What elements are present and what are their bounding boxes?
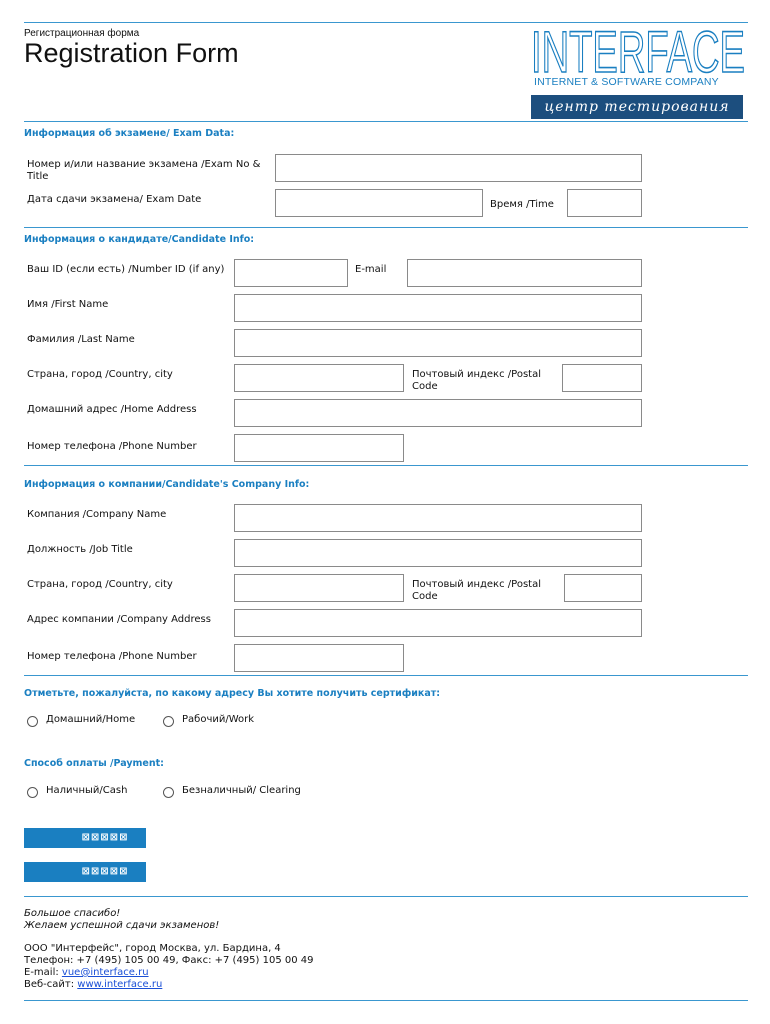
footer-phone: Телефон: +7 (495) 105 00 49, Факс: +7 (495) 105 00 49 xyxy=(24,955,314,966)
radio-cash-label: Наличный/Cash xyxy=(46,785,128,796)
website-link[interactable]: www.interface.ru xyxy=(77,979,163,990)
bottom-divider xyxy=(24,1000,748,1001)
section-heading-company: Информация о компании/Candidate's Company Info: xyxy=(24,479,310,490)
submit-button[interactable] xyxy=(24,828,146,848)
divider xyxy=(24,896,748,897)
radio-work[interactable] xyxy=(163,716,174,727)
page-title: Registration Form xyxy=(24,38,239,68)
candidate-country-input[interactable] xyxy=(234,364,404,392)
home-address-input[interactable] xyxy=(234,399,642,427)
company-name-label: Компания /Company Name xyxy=(27,509,167,520)
last-name-label: Фамилия /Last Name xyxy=(27,334,135,345)
testing-center-banner: центр тестирования xyxy=(531,95,743,119)
footer-email-prefix: E-mail: xyxy=(24,967,62,978)
exam-date-label: Дата сдачи экзамена/ Exam Date xyxy=(27,194,202,205)
candidate-id-input[interactable] xyxy=(234,259,348,287)
exam-no-input[interactable] xyxy=(275,154,642,182)
divider xyxy=(24,227,748,228)
company-country-input[interactable] xyxy=(234,574,404,602)
candidate-country-label: Страна, город /Country, city xyxy=(27,369,173,380)
candidate-postal-label: Почтовый индекс /Postal Code xyxy=(412,369,541,392)
radio-home-label: Домашний/Home xyxy=(46,714,136,725)
candidate-postal-input[interactable] xyxy=(562,364,642,392)
email-label: E-mail xyxy=(355,264,387,275)
logo-wordmark: INTERFACE xyxy=(531,22,745,78)
company-address-label: Адрес компании /Company Address xyxy=(27,614,211,625)
home-address-label: Домашний адрес /Home Address xyxy=(27,404,197,415)
company-country-label: Страна, город /Country, city xyxy=(27,579,173,590)
print-button[interactable] xyxy=(24,862,146,882)
radio-work-label: Рабочий/Work xyxy=(182,714,255,725)
footer-wish: Желаем успешной сдачи экзаменов! xyxy=(24,920,220,931)
email-input[interactable] xyxy=(407,259,642,287)
candidate-phone-input[interactable] xyxy=(234,434,404,462)
logo-subtitle: INTERNET & SOFTWARE COMPANY xyxy=(534,76,719,88)
company-name-input[interactable] xyxy=(234,504,642,532)
radio-home[interactable] xyxy=(27,716,38,727)
exam-time-input[interactable] xyxy=(567,189,642,217)
radio-clearing-label: Безналичный/ Clearing xyxy=(182,785,301,796)
divider xyxy=(24,465,748,466)
job-title-input[interactable] xyxy=(234,539,642,567)
company-phone-input[interactable] xyxy=(234,644,404,672)
job-title-label: Должность /Job Title xyxy=(27,544,133,555)
exam-date-input[interactable] xyxy=(275,189,483,217)
company-phone-label: Номер телефона /Phone Number xyxy=(27,651,197,662)
candidate-phone-label: Номер телефона /Phone Number xyxy=(27,441,197,452)
section-heading-exam: Информация об экзамене/ Exam Data: xyxy=(24,128,235,139)
exam-no-label: Номер и/или название экзамена /Exam No & Title xyxy=(27,159,261,182)
last-name-input[interactable] xyxy=(234,329,642,357)
section-heading-candidate: Информация о кандидате/Candidate Info: xyxy=(24,234,255,245)
section-heading-payment: Способ оплаты /Payment: xyxy=(24,758,164,769)
email-link[interactable]: vue@interface.ru xyxy=(61,967,149,978)
footer-site-prefix: Веб-сайт: xyxy=(24,979,78,990)
section-heading-certificate: Отметьте, пожалуйста, по какому адресу Вы хотите получить сертификат: xyxy=(24,688,441,699)
print-button-label: ⊠⊠⊠⊠⊠ xyxy=(81,866,129,877)
candidate-id-label: Ваш ID (если есть) /Number ID (if any) xyxy=(27,264,225,275)
submit-button-label: ⊠⊠⊠⊠⊠ xyxy=(81,832,129,843)
company-postal-label: Почтовый индекс /Postal Code xyxy=(412,579,541,602)
company-address-input[interactable] xyxy=(234,609,642,637)
exam-time-label: Время /Time xyxy=(490,199,554,210)
footer-site-line xyxy=(24,979,162,991)
radio-clearing[interactable] xyxy=(163,787,174,798)
divider xyxy=(24,675,748,676)
first-name-label: Имя /First Name xyxy=(27,299,109,310)
footer-company: ООО "Интерфейс", город Москва, ул. Бардина, 4 xyxy=(24,943,281,954)
divider xyxy=(24,121,748,122)
first-name-input[interactable] xyxy=(234,294,642,322)
company-postal-input[interactable] xyxy=(564,574,642,602)
radio-cash[interactable] xyxy=(27,787,38,798)
footer-email-line xyxy=(24,967,149,979)
footer-thanks: Большое спасибо! xyxy=(24,908,121,919)
form-small-title: Регистрационная форма xyxy=(24,28,140,39)
interface-logo xyxy=(531,22,747,78)
